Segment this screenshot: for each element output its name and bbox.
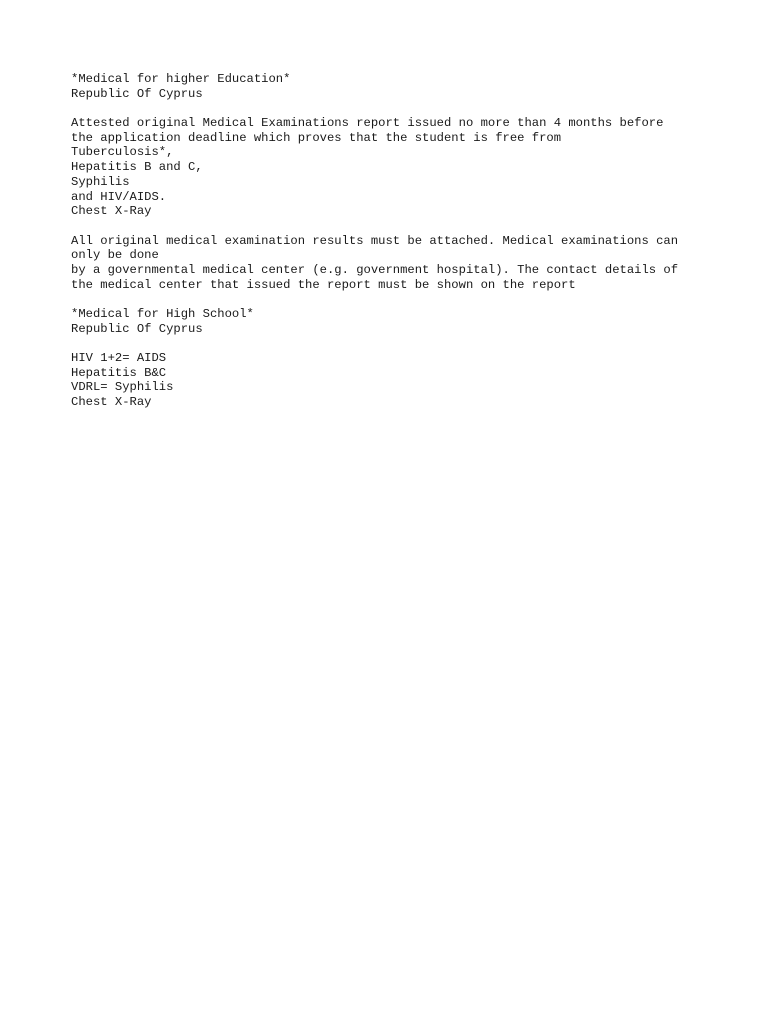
blank-line	[71, 219, 711, 234]
blank-line	[71, 292, 711, 307]
note-line: All original medical examination results must be attached. Medical examinations can	[71, 233, 679, 248]
blank-line	[71, 336, 711, 351]
requirement-line: and HIV/AIDS.	[71, 189, 167, 204]
note-line: by a governmental medical center (e.g. government hospital). The contact details of	[71, 262, 679, 277]
higher-education-requirements	[71, 116, 711, 219]
requirement-line: Syphilis	[71, 174, 130, 189]
requirement-line: Chest X-Ray	[71, 204, 152, 219]
requirement-line: Tuberculosis*,	[71, 145, 174, 160]
requirement-line: the application deadline which proves that the student is free from	[71, 130, 562, 145]
note-line: only be done	[71, 248, 159, 263]
high-school-heading: *Medical for High School*	[71, 307, 254, 321]
requirement-line: Hepatitis B and C,	[71, 160, 203, 175]
high-school-tests	[71, 351, 711, 410]
note-line: the medical center that issued the report must be shown on the report	[71, 277, 576, 292]
higher-education-country: Republic Of Cyprus	[71, 86, 203, 101]
blank-line	[71, 101, 711, 116]
test-line: Hepatitis B&C	[71, 365, 167, 380]
test-line: Chest X-Ray	[71, 395, 152, 410]
test-line: VDRL= Syphilis	[71, 380, 174, 395]
test-line: HIV 1+2= AIDS	[71, 351, 167, 366]
higher-education-note	[71, 234, 711, 293]
requirement-line: Attested original Medical Examinations report issued no more than 4 months before	[71, 116, 664, 131]
high-school-section	[71, 307, 711, 410]
higher-education-section	[71, 72, 711, 292]
high-school-country: Republic Of Cyprus	[71, 321, 203, 336]
document-page	[71, 72, 711, 410]
higher-education-heading: *Medical for higher Education*	[71, 72, 291, 86]
